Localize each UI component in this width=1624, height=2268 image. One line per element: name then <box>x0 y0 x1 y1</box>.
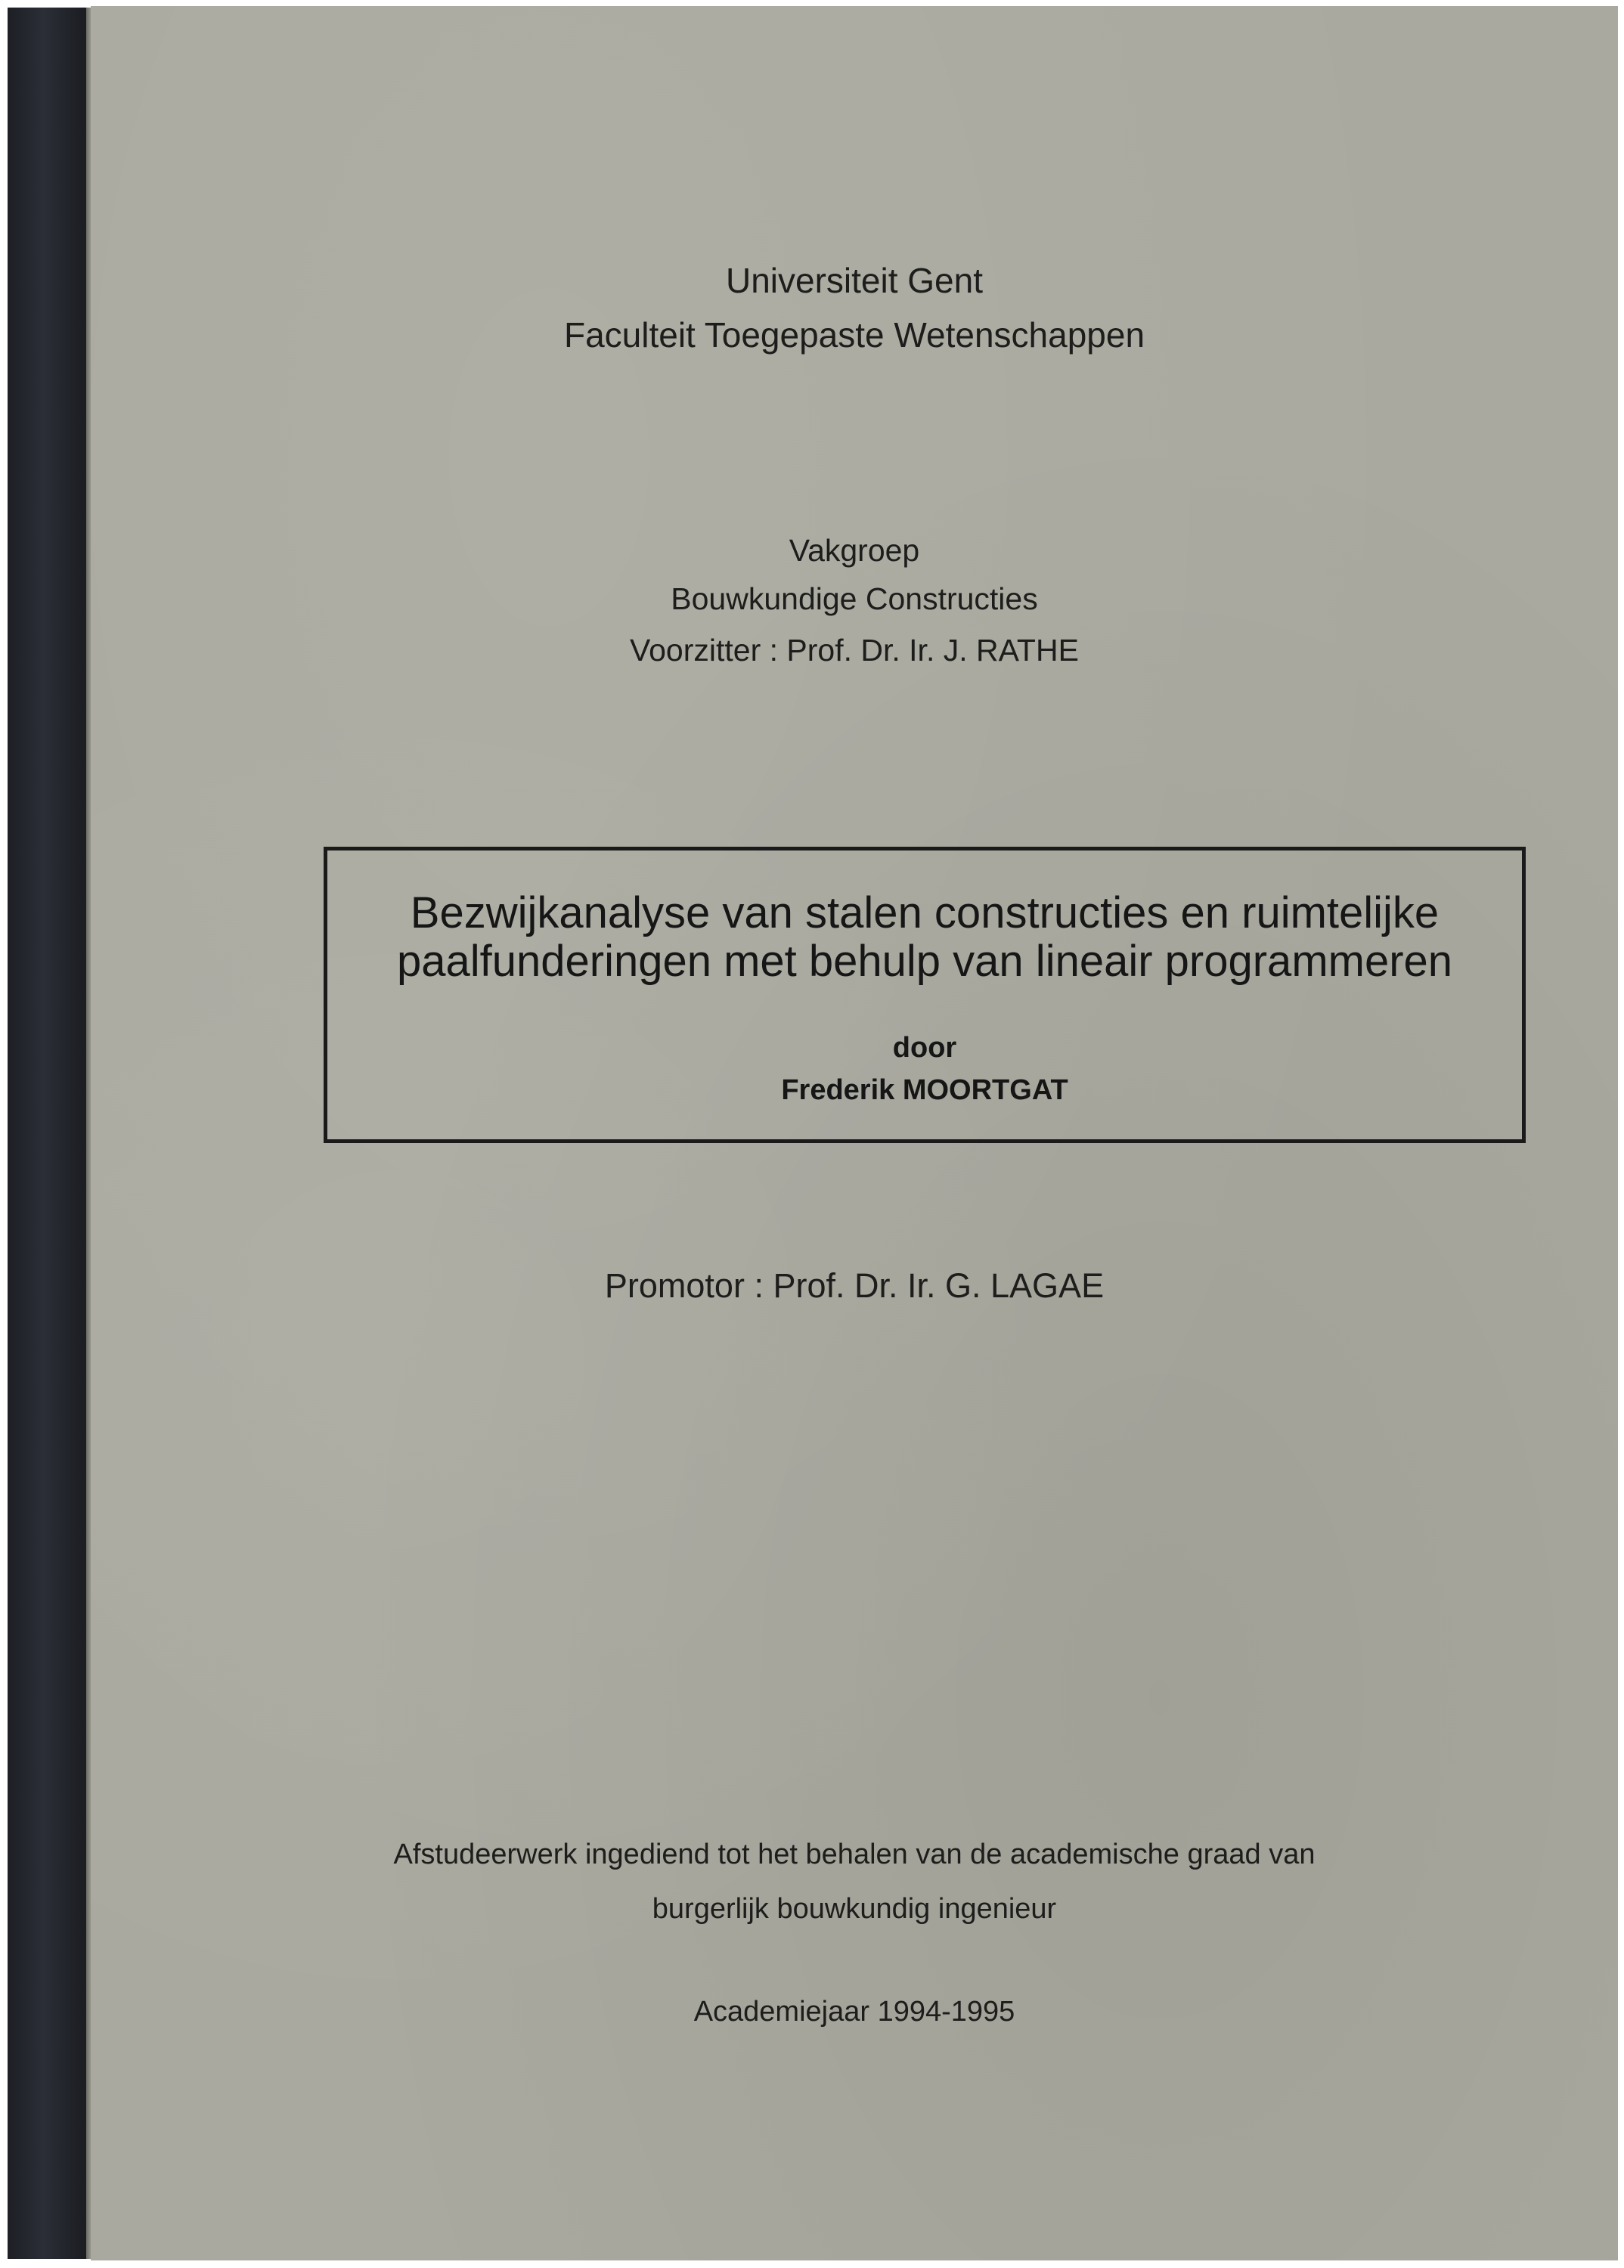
submission-statement-line-1: Afstudeerwerk ingediend tot het behalen van de academische graad van <box>393 1839 1316 1870</box>
submission-statement-line-2: burgerlijk bouwkundig ingenieur <box>652 1893 1057 1925</box>
department-chair: Voorzitter : Prof. Dr. Ir. J. RATHE <box>630 633 1079 668</box>
university-name: Universiteit Gent <box>725 261 983 300</box>
title-box <box>324 847 1526 1143</box>
cover-sheet <box>91 6 1618 2260</box>
academic-year: Academiejaar 1994-1995 <box>693 1996 1015 2028</box>
faculty-name: Faculteit Toegepaste Wetenschappen <box>563 315 1145 355</box>
department-label: Vakgroep <box>789 533 920 568</box>
thesis-title-line-2: paalfunderingen met behulp van lineair programmeren <box>396 937 1453 986</box>
thesis-title-line-1: Bezwijkanalyse van stalen constructies en ruimtelijke <box>410 888 1440 937</box>
by-label: door <box>892 1032 957 1064</box>
department-name: Bouwkundige Constructies <box>671 581 1038 616</box>
binding-spine <box>8 8 88 2259</box>
promotor: Promotor : Prof. Dr. Ir. G. LAGAE <box>604 1266 1105 1305</box>
author-name: Frederik MOORTGAT <box>781 1074 1068 1106</box>
